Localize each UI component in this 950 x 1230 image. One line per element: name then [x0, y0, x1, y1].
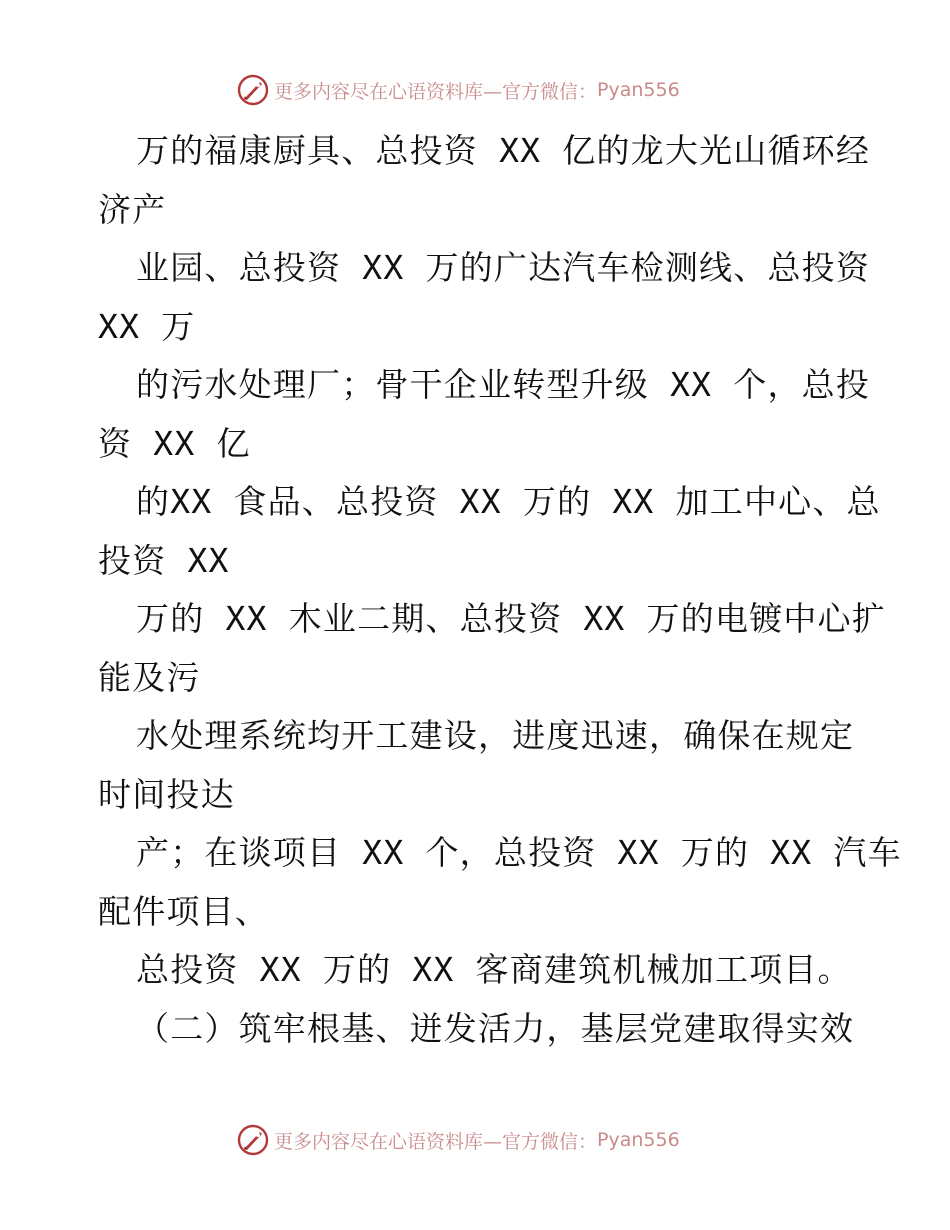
- text-line: 资 XX 亿: [98, 423, 251, 463]
- text-line: 产；在谈项目 XX 个，总投资 XX 万的 XX 汽车: [136, 833, 902, 872]
- text-line: 万的福康厨具、总投资 XX 亿的龙大光山循环经: [136, 131, 871, 170]
- document-body: [98, 122, 902, 1058]
- header-watermark: [236, 73, 680, 107]
- text-line: XX 万: [98, 306, 196, 346]
- red-quill-circle-logo-icon: [236, 1123, 270, 1157]
- watermark-text: 更多内容尽在心语资料库—官方微信：: [274, 1130, 598, 1153]
- watermark-wechat-id: Pyan556: [597, 79, 680, 101]
- text-line: 水处理系统均开工建设，进度迅速，确保在规定: [136, 716, 855, 755]
- text-line: 投资 XX: [98, 540, 230, 580]
- text-line: 时间投达: [98, 774, 235, 814]
- section-heading: （二）筑牢根基、迸发活力，基层党建取得实效: [136, 1008, 855, 1048]
- watermark-wechat-id: Pyan556: [597, 1129, 680, 1151]
- text-line: 济产: [98, 189, 167, 229]
- text-line: 万的 XX 木业二期、总投资 XX 万的电镀中心扩: [136, 599, 886, 638]
- red-quill-circle-logo-icon: [236, 73, 270, 107]
- footer-watermark: [236, 1123, 680, 1157]
- text-line: 业园、总投资 XX 万的广达汽车检测线、总投资: [136, 248, 871, 287]
- text-line: 总投资 XX 万的 XX 客商建筑机械加工项目。: [136, 950, 852, 989]
- text-line: 的污水处理厂；骨干企业转型升级 XX 个，总投: [136, 365, 871, 404]
- text-line: 的XX 食品、总投资 XX 万的 XX 加工中心、总: [136, 482, 881, 521]
- text-line: 配件项目、: [98, 891, 269, 931]
- text-line: 能及污: [98, 657, 201, 697]
- watermark-text: 更多内容尽在心语资料库—官方微信：: [274, 80, 598, 103]
